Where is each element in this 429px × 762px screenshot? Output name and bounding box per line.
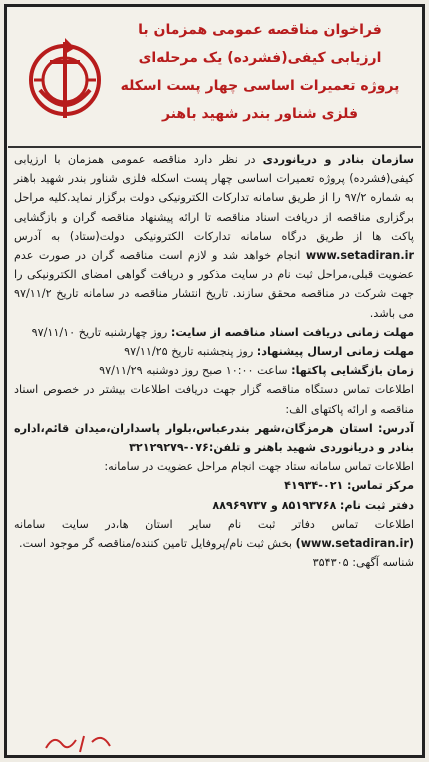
title-line-1: فراخوان مناقصه عمومی همزمان با xyxy=(138,22,382,38)
submit-deadline-label: مهلت زمانی ارسال پیشنهاد: xyxy=(256,345,414,359)
offices-url[interactable]: (www.setadiran.ir) xyxy=(295,537,414,551)
opening-value: ساعت ۱۰:۰۰ صبح روز دوشنبه ۹۷/۱۱/۲۹ xyxy=(99,364,288,378)
opening-time xyxy=(14,361,414,380)
registration-office xyxy=(14,496,414,515)
address-value: استان هرمزگان،شهر بندرعباس،بلوار پاسداران،میدان قائم،اداره بنادر و دریانوردی شهید باهنر و تلفن:۰۷۶-۳۲۱۲۹۲۷۹ xyxy=(14,421,414,455)
setad-url[interactable]: www.setadiran.ir xyxy=(305,249,414,263)
intro-text: در نظر دارد مناقصه عمومی همزمان با ارزیابی کیفی(فشرده) پروژه تعمیرات اساسی چهار پست اسکله فلزی شناور بندر شهید باهنر به شماره ۹۷/۲ را از طریق سامانه تدارکات الکترونیکی دولت برگزار نماید.کلیه مراحل برگزاری مناقصه از دریافت اسناد مناقصه تا ارائه پیشنهاد مناقصه گران و بازگشایی پاکت ها از طریق درگاه سامانه تدارکات الکترونیکی دولت(ستاد) به آدرس xyxy=(14,153,414,243)
organization-name: سازمان بنادر و دریانوردی xyxy=(262,153,414,166)
ad-id-label: شناسه آگهی: xyxy=(352,556,414,570)
registration-office-label: دفتر ثبت نام: xyxy=(339,498,414,512)
notice-header xyxy=(8,8,421,148)
title-line-2: ارزیابی کیفی(فشرده) یک مرحله‌ای xyxy=(138,50,382,66)
offices-info xyxy=(14,515,414,553)
intro-text-2: انجام خواهد شد و لازم است مناقصه گران در صورت عدم عضویت قبلی،مراحل ثبت نام در سایت مذکور و دریافت گواهی امضای الکترونیکی را جهت شرکت در مناقصه محقق سازند. تاریخ انتشار مناقصه در سامانه تاریخ ۹۷/۱۱/۲ می باشد. xyxy=(14,249,414,320)
address xyxy=(14,419,414,457)
registration-office-value: ۸۵۱۹۳۷۶۸ و ۸۸۹۶۹۷۳۷ xyxy=(212,498,337,512)
contact-info: اطلاعات تماس دستگاه مناقصه گزار جهت دریافت اطلاعات بیشتر در خصوص اسناد مناقصه و ارائه پاکتهای الف: xyxy=(14,383,414,416)
ad-id-value: ۳۵۴۳۰۵ xyxy=(312,556,349,570)
contact-center-value: ۰۲۱-۴۱۹۳۴ xyxy=(284,479,344,493)
opening-label: زمان بازگشایی پاکتها: xyxy=(291,364,414,378)
docs-deadline-value: روز چهارشنبه تاریخ ۹۷/۱۱/۱۰ xyxy=(31,325,168,339)
ad-id xyxy=(14,553,414,572)
submit-deadline xyxy=(14,342,414,361)
offices-text: اطلاعات تماس دفاتر ثبت نام سایر استان ها،در سایت سامانه xyxy=(14,517,414,531)
contact-center-label: مرکز تماس: xyxy=(346,479,414,493)
offices-text-2: بخش ثبت نام/پروفایل تامین کننده/مناقصه گر موجود است. xyxy=(19,537,293,551)
notice-body xyxy=(14,150,414,572)
docs-deadline-label: مهلت زمانی دریافت اسناد مناقصه از سایت: xyxy=(170,325,414,339)
setad-info: اطلاعات تماس سامانه ستاد جهت انجام مراحل عضویت در سامانه: xyxy=(104,460,414,474)
docs-deadline xyxy=(14,323,414,342)
address-label: آدرس: xyxy=(378,421,414,435)
contact-center xyxy=(14,476,414,495)
notice-title xyxy=(105,16,415,128)
title-line-3: پروژه تعمیرات اساسی چهار پست اسکله xyxy=(120,78,400,94)
handwritten-note xyxy=(40,730,120,756)
submit-deadline-value: روز پنجشنبه تاریخ ۹۷/۱۱/۲۵ xyxy=(124,345,254,359)
ports-organization-logo xyxy=(20,28,110,128)
title-line-4: فلزی شناور بندر شهید باهنر xyxy=(162,106,358,122)
intro-paragraph xyxy=(14,150,414,323)
